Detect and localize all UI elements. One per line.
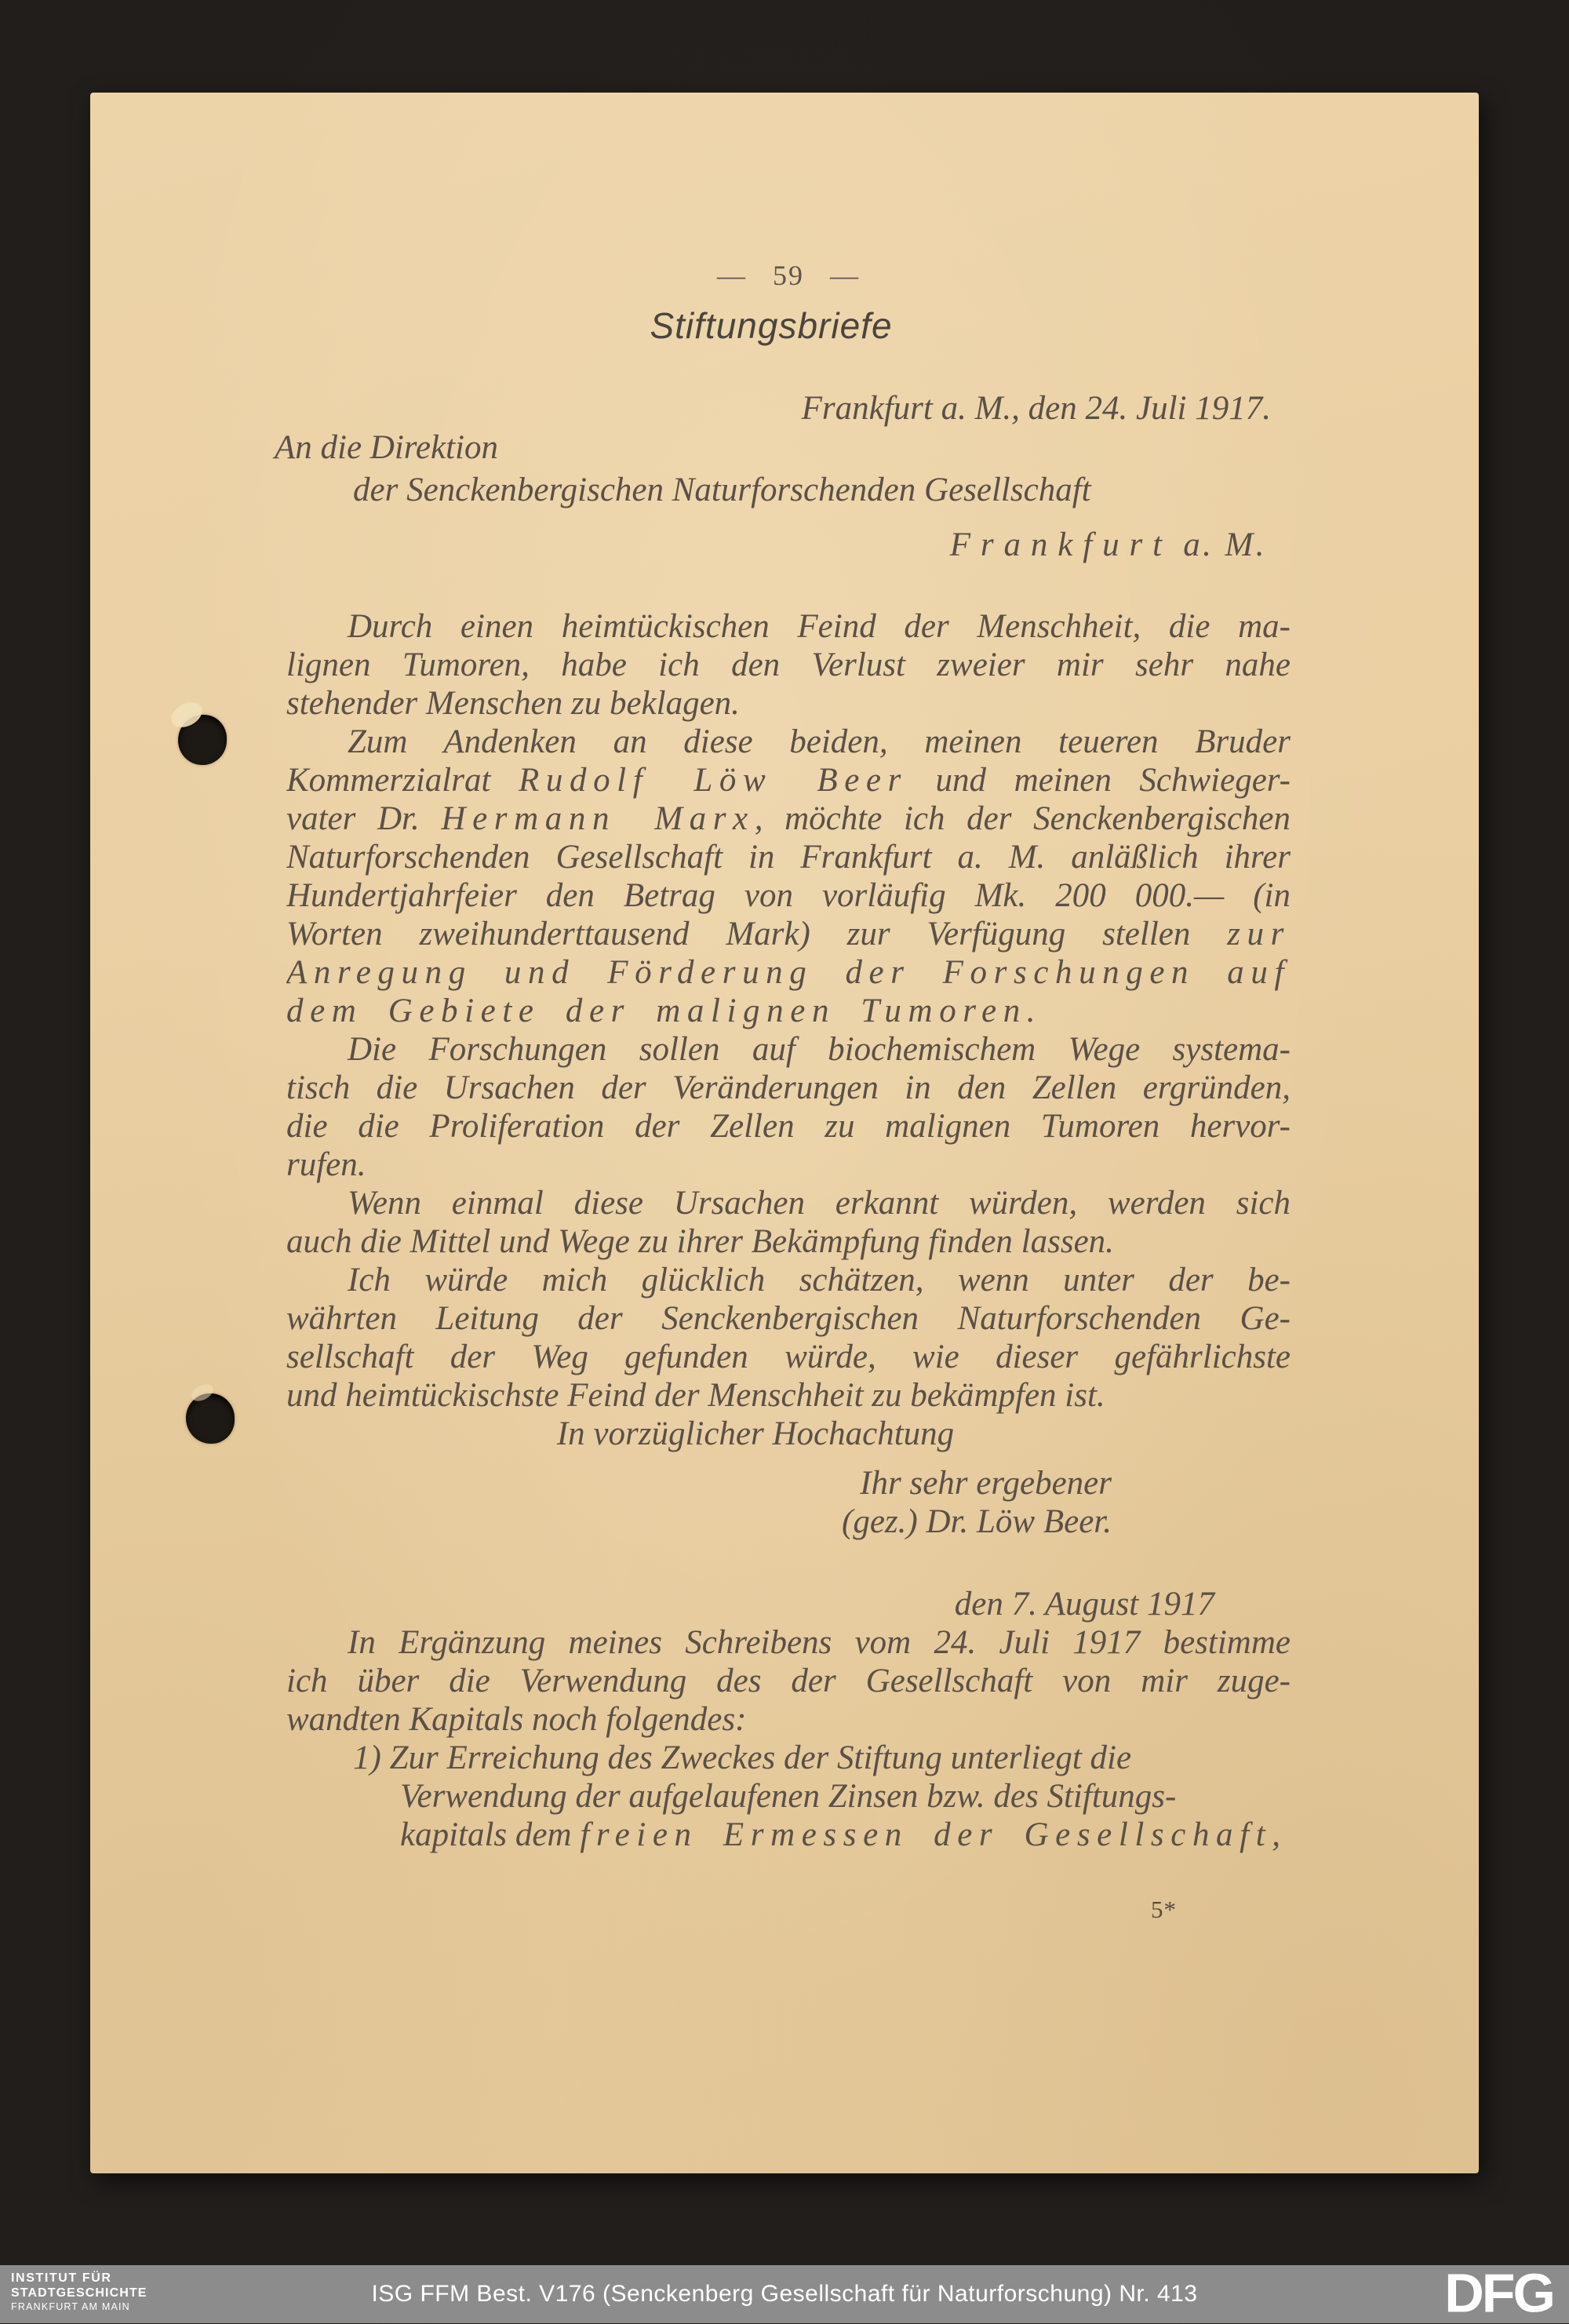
letter-line: [286, 1338, 1291, 1376]
letter-text: Wenn einmal diese Ursachen erkannt würden, werden sich: [348, 1185, 1291, 1222]
letter-text: tisch die Ursachen der Veränderungen in den Zellen ergründen,: [286, 1069, 1291, 1106]
letter-text: kapitals dem: [400, 1816, 581, 1853]
letter-line: [286, 1623, 1291, 1662]
archive-reference: ISG FFM Best. V176 (Senckenberg Gesellschaft für Naturforschung) Nr. 413: [371, 2281, 1198, 2307]
letter-text: rufen.: [286, 1146, 366, 1183]
letterspaced-text: zur: [1227, 916, 1291, 953]
letter-text: Ich würde mich glücklich schätzen, wenn unter der be-: [348, 1262, 1291, 1299]
letter-text: 1) Zur Erreichung des Zweckes der Stiftung unterliegt die: [353, 1739, 1132, 1776]
letter-text: wandten Kapitals noch folgendes:: [286, 1701, 747, 1738]
page-title: Stiftungsbriefe: [650, 305, 893, 346]
hole-punch-bottom: [186, 1393, 235, 1444]
institute-line1: INSTITUT FÜR: [11, 2271, 112, 2285]
signature-line: (gez.) Dr. Löw Beer.: [842, 1503, 1112, 1540]
letter-line: [286, 1700, 1291, 1739]
letter-text: die die Proliferation der Zellen zu malignen Tumoren hervor-: [286, 1108, 1291, 1145]
letter-text: sellschaft der Weg gefunden würde, wie dieser gefährlichste: [286, 1339, 1291, 1375]
letter-line: [286, 646, 1291, 684]
letter-line: [286, 684, 1291, 723]
letter-text: stehender Menschen zu beklagen.: [286, 685, 740, 722]
letter-text: Hundertjahrfeier den Betrag von vorläufig Mk. 200 000.— (in: [286, 877, 1291, 914]
letter-text: und heimtückischste Feind der Menschheit zu bekämpfen ist.: [286, 1377, 1105, 1414]
letter-line: [286, 953, 1291, 992]
letter1-paragraphs: [286, 607, 1291, 1415]
signature-mark-footnote: 5*: [1151, 1896, 1177, 1923]
letter-line: [286, 761, 1291, 800]
letter-text: auch die Mittel und Wege zu ihrer Bekämpfung finden lassen.: [286, 1223, 1114, 1260]
letter-line: [400, 1777, 1291, 1816]
letter-line: [286, 1069, 1291, 1107]
letter-text: vater Dr.: [286, 800, 442, 837]
page-number: — 59 —: [717, 260, 860, 291]
institute-line3: FRANKFURT AM MAIN: [11, 2301, 130, 2312]
letter2-intro-paragraph: [286, 1623, 1291, 1739]
letter-line: [400, 1816, 1291, 1854]
letter-line: [286, 1261, 1291, 1299]
letter-line: [286, 1376, 1291, 1415]
letter-text: In Ergänzung meines Schreibens vom 24. Juli 1917 bestimme: [348, 1624, 1291, 1661]
letter-line: [286, 607, 1291, 646]
letter-text: Kommerzialrat: [286, 762, 519, 799]
paragraph: [286, 607, 1291, 723]
letter2-item-1: [286, 1739, 1291, 1854]
letter-line: [286, 1030, 1291, 1069]
letter-line: [286, 1146, 1291, 1184]
signature-line: Ihr sehr ergebener: [860, 1465, 1112, 1502]
letter-text: Zum Andenken an diese beiden, meinen teueren Bruder: [348, 723, 1291, 760]
letter-text: , möchte ich der Senckenbergischen: [754, 800, 1291, 837]
letter-line: [286, 1107, 1291, 1146]
letter1-closing: In vorzüglicher Hochachtung: [556, 1415, 955, 1452]
letter-line: [286, 1299, 1291, 1338]
letter-line: [286, 723, 1291, 761]
letter1-dateline: Frankfurt a. M., den 24. Juli 1917.: [801, 390, 1271, 427]
letterspaced-text: Hermann Marx: [441, 800, 755, 837]
letter-line: [286, 876, 1291, 915]
institute-line2: STADTGESCHICHTE: [11, 2286, 147, 2300]
letterspaced-text: freien Ermessen der Gesellschaft,: [580, 1816, 1287, 1853]
letter-line: [286, 1662, 1291, 1700]
letterspaced-text: Rudolf Löw Beer: [519, 762, 908, 799]
letter1-signature: [286, 1464, 1291, 1541]
letter-text: lignen Tumoren, habe ich den Verlust zweier mir sehr nahe: [286, 647, 1291, 683]
paragraph: [286, 1184, 1291, 1261]
letter-body: [286, 607, 1291, 1854]
recipient-city-spaced: Frankfurt: [949, 526, 1173, 563]
paragraph: [286, 1261, 1291, 1415]
letterspaced-text: Anregung und Förderung der Forschungen auf: [286, 954, 1291, 991]
document-page: [90, 93, 1479, 2173]
letter1-recipient-city: [286, 526, 1291, 564]
letter-text: Durch einen heimtückischen Feind der Menschheit, die ma-: [348, 608, 1291, 645]
letter-text: Verwendung der aufgelaufenen Zinsen bzw. des Stiftungs-: [400, 1778, 1177, 1815]
letter-line: [286, 1222, 1291, 1261]
letter-text: ich über die Verwendung des der Gesellschaft von mir zuge-: [286, 1663, 1291, 1699]
letter1-recipient-line2: der Senckenbergischen Naturforschenden Gesellschaft: [353, 472, 1091, 508]
letter-line: [353, 1739, 1291, 1777]
letter-text: Worten zweihunderttausend Mark) zur Verfügung stellen: [286, 916, 1228, 953]
letter-text: währten Leitung der Senckenbergischen Naturforschenden Ge-: [286, 1300, 1291, 1337]
recipient-city-rest: a. M.: [1172, 526, 1267, 563]
paragraph: [286, 1030, 1291, 1184]
dfg-logo: DFG: [1444, 2262, 1553, 2324]
hole-punch-top: [178, 715, 227, 765]
letter-line: [286, 992, 1291, 1030]
letter-line: [286, 1184, 1291, 1222]
letterspaced-text: dem Gebiete der malignen Tumoren.: [286, 993, 1043, 1029]
letter-line: [286, 915, 1291, 953]
archive-footer-bar: [0, 2262, 1569, 2324]
paragraph: [286, 723, 1291, 1030]
letter-text: Die Forschungen sollen auf biochemischem Wege systema-: [348, 1031, 1291, 1068]
letter-line: [286, 838, 1291, 876]
letter-text: Naturforschenden Gesellschaft in Frankfurt a. M. anläßlich ihrer: [286, 839, 1291, 876]
letter-text: und meinen Schwieger-: [907, 762, 1291, 799]
letter1-recipient-line1: An die Direktion: [275, 429, 499, 466]
letter-line: [286, 800, 1291, 838]
letter2-dateline: den 7. August 1917: [954, 1586, 1214, 1623]
